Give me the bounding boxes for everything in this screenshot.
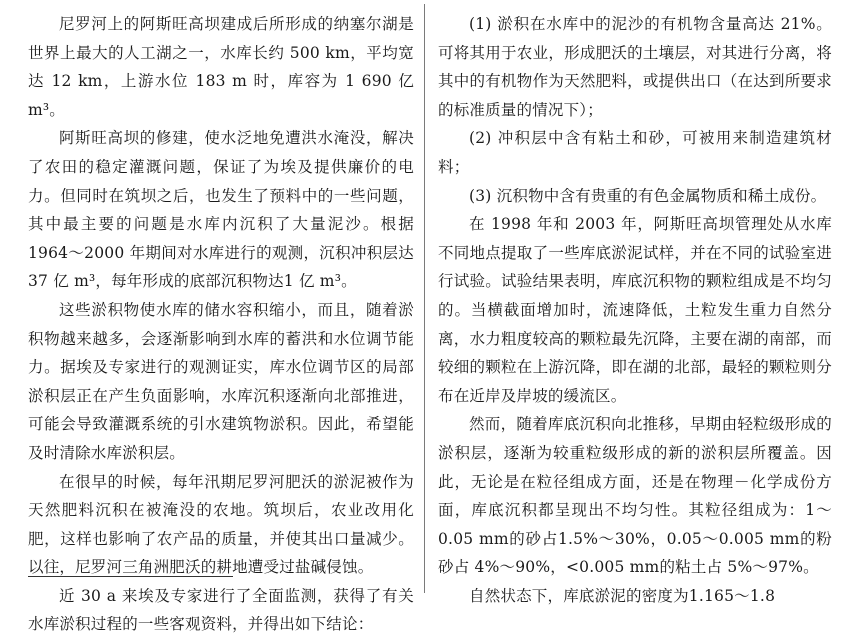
right-column <box>438 10 832 610</box>
paragraph: 尼罗河上的阿斯旺高坝建成后所形成的纳塞尔湖是世界上最大的人工湖之一，水库长约 500 km，平均宽达 12 km，上游水位 183 m 时，库容为 1 690 亿 m³。 <box>28 15 414 119</box>
paragraph: 在 1998 年和 2003 年，阿斯旺高坝管理处从水库不同地点提取了一些库底淤泥试样，并在不同的试验室进行试验。试验结果表明，库底沉积物的颗粒组成是不均匀的。当横截面增加时，流速降低，土粒发生重力自然分离，水力粗度较高的颗粒最先沉降，主要在湖的南部，而较细的颗粒在上游沉降，即在湖的北部，最轻的颗粒则分布在近岸及岸坡的缓流区。 <box>438 215 832 405</box>
paragraph: 在很早的时候，每年汛期尼罗河肥沃的淤泥被作为天然肥料沉积在被淹没的农地。筑坝后，农业改用化肥，这样也影响了农产品的质量，并使其出口量减少。以往，尼罗河三角洲肥沃的耕地遭受过盐碱侵蚀。 <box>28 472 414 577</box>
paragraph: 自然状态下，库底淤泥的密度为1.165～1.8 <box>469 586 776 605</box>
list-item: (1) 淤积在水库中的泥沙的有机物含量高达 21%。可将其用于农业，形成肥沃的土壤层，对其进行分离，将其中的有机物作为天然肥料，或提供出口（在达到所要求的标准质量的情况下）； <box>438 15 832 119</box>
left-column <box>28 10 414 639</box>
paragraph: 近 30 a 来埃及专家进行了全面监测，获得了有关水库淤积过程的一些客观资料，并得出如下结论： <box>28 586 414 634</box>
paragraph: 然而，随着库底沉积向北推移，早期由轻粒级形成的淤积层，逐渐为较重粒级形成的新的淤积层所覆盖。因此，无论是在粒径组成方面，还是在物理－化学成份方面，库底沉积都呈现出不均匀性。其粒径组成为：1～0.05 mm的砂占1.5%～30%，0.05～0.005 mm的粉砂占 4%～90%，<0.005 mm的粘土占 5%～97%。 <box>438 415 832 577</box>
paragraph: 这些淤积物使水库的储水容积缩小，而且，随着淤积物越来越多，会逐渐影响到水库的蓄洪和水位调节能力。据埃及专家进行的观测证实，库水位调节区的局部淤积层正在产生负面影响，水库沉积逐渐向北部推进，可能会导致灌溉系统的引水建筑物淤积。因此，希望能及时清除水库淤积层。 <box>28 300 414 462</box>
paragraph: 阿斯旺高坝的修建，使水泛地免遭洪水淹没，解决了农田的稳定灌溉问题，保证了为埃及提供廉价的电力。但同时在筑坝之后，也发生了预料中的一些问题，其中最主要的问题是水库内沉积了大量泥沙。根据 1964～2000 年期间对水库进行的观测，沉积冲积层达 37 亿 m³，每年形成的底部沉积物达1 亿 m³。 <box>28 129 414 291</box>
list-item: (3) 沉积物中含有贵重的有色金属物质和稀土成份。 <box>469 186 827 205</box>
column-divider <box>424 4 425 593</box>
list-item: (2) 冲积层中含有粘土和砂，可被用来制造建筑材料； <box>438 129 832 176</box>
footnote-rule <box>28 576 233 577</box>
